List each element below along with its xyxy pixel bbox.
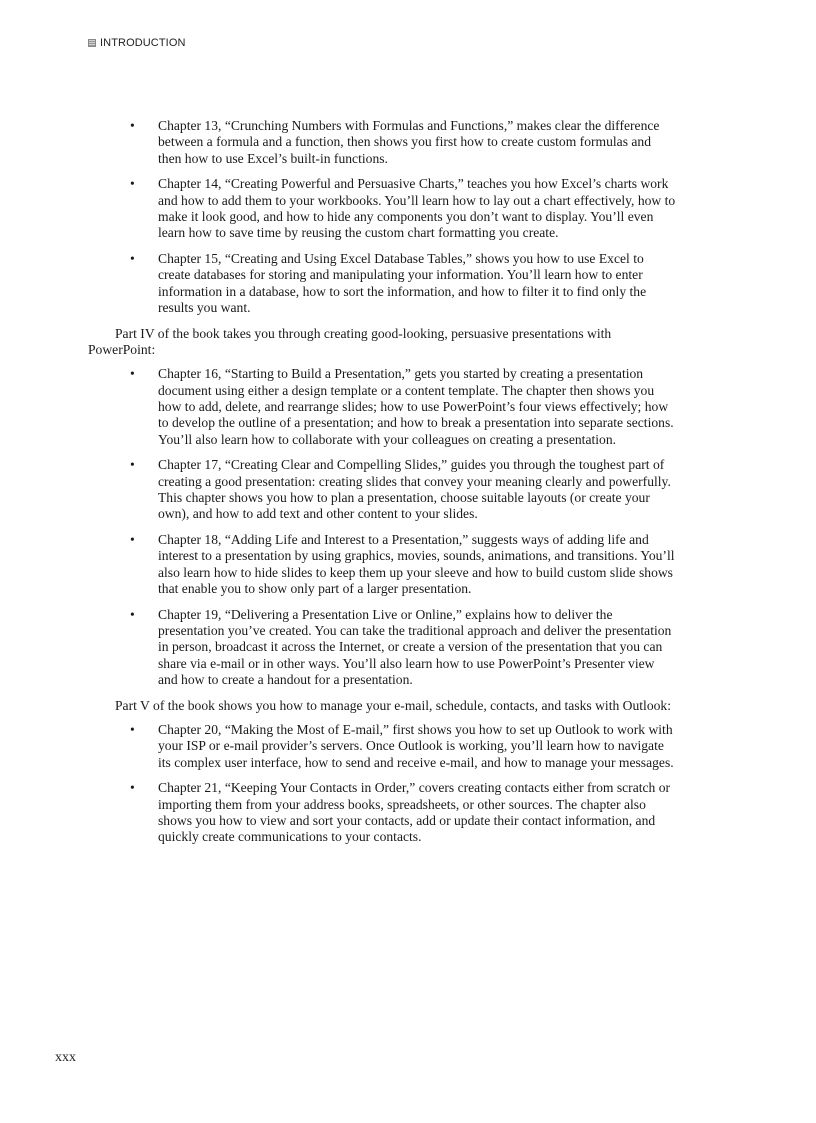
list-item bbox=[88, 457, 676, 522]
bullet-icon: • bbox=[130, 532, 135, 548]
bullet-icon: • bbox=[130, 118, 135, 133]
list-item-text: Chapter 18, “Adding Life and Interest to a Presentation,” suggests ways of adding life and interest to a presentation by using graphics, movies, sounds, animations, and transitions. You’ll also learn how to hide slides to keep them up your sleeve and how to build custom slide shows that enable you to show only part of a larger presentation. bbox=[158, 532, 675, 596]
list-item bbox=[88, 251, 676, 316]
page-body bbox=[88, 118, 676, 855]
list-item-text: Chapter 20, “Making the Most of E-mail,” first shows you how to set up Outlook to work with your ISP or e-mail provider’s servers. Once Outlook is working, you’ll learn how to navigate its complex user interface, how to send and receive e-mail, and how to manage your messages. bbox=[158, 722, 674, 770]
page-number: xxx bbox=[55, 1050, 76, 1065]
list-item bbox=[88, 118, 676, 167]
bullet-icon: • bbox=[130, 457, 135, 473]
list-item bbox=[88, 780, 676, 845]
running-head bbox=[88, 37, 186, 49]
list-item-text: Chapter 13, “Crunching Numbers with Formulas and Functions,” makes clear the difference between a formula and a function, then shows you first how to create custom formulas and then how to use Excel’s built-in functions. bbox=[158, 118, 660, 166]
list-item bbox=[88, 722, 676, 771]
bullet-icon: • bbox=[130, 722, 135, 737]
bullet-icon: • bbox=[130, 176, 135, 192]
bullet-icon: • bbox=[130, 251, 135, 267]
paragraph-part-iv: Part IV of the book takes you through creating good-looking, persuasive presentations with PowerPoint: bbox=[88, 325, 612, 358]
list-item-text: Chapter 16, “Starting to Build a Presentation,” gets you started by creating a presentation document using either a design template or a content template. The chapter then shows you how to add, delete, and rearrange slides; how to use PowerPoint’s four views effectively; how to develop the outline of a presentation; and how to break a presentation into separate sections. You’ll also learn how to collaborate with your colleagues on creating a presentation. bbox=[158, 366, 674, 447]
list-item bbox=[88, 532, 676, 597]
list-item-text: Chapter 15, “Creating and Using Excel Database Tables,” shows you how to use Excel to create databases for storing and manipulating your information. You’ll learn how to enter information in a database, how to sort the information, and how to filter it to find only the results you want. bbox=[158, 251, 647, 315]
list-item bbox=[88, 607, 676, 688]
section-marker-icon bbox=[88, 39, 96, 47]
chapter-list-excel bbox=[88, 118, 676, 316]
chapter-list-outlook bbox=[88, 722, 676, 846]
list-item-text: Chapter 17, “Creating Clear and Compelling Slides,” guides you through the toughest part of creating a good presentation: creating slides that convey your meaning clearly and powerfully. This chapter shows you how to plan a presentation, choose suitable layouts (or create your own), and how to add text and other content to your slides. bbox=[158, 457, 671, 522]
bullet-icon: • bbox=[130, 366, 135, 382]
bullet-icon: • bbox=[130, 780, 135, 796]
list-item bbox=[88, 176, 676, 241]
bullet-icon: • bbox=[130, 606, 135, 622]
list-item-text: Chapter 21, “Keeping Your Contacts in Order,” covers creating contacts either from scratch or importing them from your address books, spreadsheets, or other sources. The chapter also shows you how to view and sort your contacts, add or update their contact information, and quickly create communications to your contacts. bbox=[158, 780, 671, 845]
paragraph-part-v: Part V of the book shows you how to manage your e-mail, schedule, contacts, and tasks with Outlook: bbox=[115, 697, 671, 713]
list-item-text: Chapter 19, “Delivering a Presentation Live or Online,” explains how to deliver the presentation you’ve created. You can take the traditional approach and deliver the presentation in person, broadcast it across the Internet, or create a version of the presentation that you can share via e-mail or in other ways. You’ll also learn how to use PowerPoint’s Presenter view and how to create a handout for a presentation. bbox=[158, 606, 672, 687]
running-head-title: INTRODUCTION bbox=[100, 37, 186, 49]
list-item bbox=[88, 366, 676, 447]
list-item-text: Chapter 14, “Creating Powerful and Persuasive Charts,” teaches you how Excel’s charts work and how to add them to your workbooks. You’ll learn how to lay out a chart effectively, how to make it look good, and how to hide any components you don’t want to display. You’ll even learn how to save time by reusing the custom chart formatting you create. bbox=[158, 176, 676, 241]
chapter-list-powerpoint bbox=[88, 366, 676, 688]
